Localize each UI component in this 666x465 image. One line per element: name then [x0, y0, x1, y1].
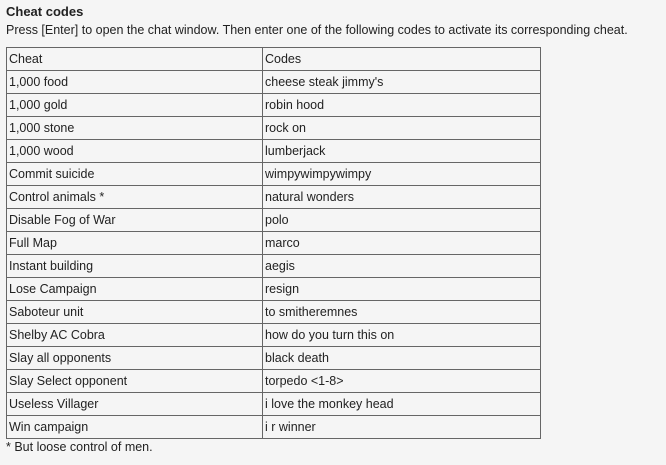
table-row — [7, 94, 541, 117]
cheat-code-cell: how do you turn this on — [263, 324, 541, 347]
cheat-name-cell: Disable Fog of War — [7, 209, 263, 232]
table-row — [7, 140, 541, 163]
cheat-code-cell: i r winner — [263, 416, 541, 439]
cheat-code-cell: lumberjack — [263, 140, 541, 163]
table-header-row — [7, 48, 541, 71]
cheat-name-cell: Useless Villager — [7, 393, 263, 416]
cheat-code-cell: polo — [263, 209, 541, 232]
cheat-name-cell: Lose Campaign — [7, 278, 263, 301]
cheat-name-cell: Control animals * — [7, 186, 263, 209]
cheat-name-cell: 1,000 stone — [7, 117, 263, 140]
cheat-name-cell: 1,000 gold — [7, 94, 263, 117]
table-row — [7, 163, 541, 186]
table-row — [7, 301, 541, 324]
cheat-name-cell: Full Map — [7, 232, 263, 255]
section-heading: Cheat codes — [6, 4, 84, 19]
cheat-name-cell: 1,000 wood — [7, 140, 263, 163]
cheat-code-cell: marco — [263, 232, 541, 255]
table-row — [7, 324, 541, 347]
cheat-codes-section — [6, 3, 662, 455]
cheat-name-cell: Slay Select opponent — [7, 370, 263, 393]
table-row — [7, 186, 541, 209]
cheat-codes-table — [6, 47, 541, 439]
cheat-code-cell: to smitheremnes — [263, 301, 541, 324]
cheat-name-cell: Slay all opponents — [7, 347, 263, 370]
cheat-code-cell: torpedo <1-8> — [263, 370, 541, 393]
cheat-code-cell: natural wonders — [263, 186, 541, 209]
table-row — [7, 255, 541, 278]
table-row — [7, 209, 541, 232]
cheat-code-cell: black death — [263, 347, 541, 370]
cheat-code-cell: i love the monkey head — [263, 393, 541, 416]
cheat-code-cell: aegis — [263, 255, 541, 278]
intro-text: Press [Enter] to open the chat window. Then enter one of the following codes to activate its corresponding cheat. — [6, 23, 628, 37]
table-row — [7, 117, 541, 140]
cheat-name-cell: Shelby AC Cobra — [7, 324, 263, 347]
table-row — [7, 416, 541, 439]
table-row — [7, 347, 541, 370]
cheat-name-cell: 1,000 food — [7, 71, 263, 94]
cheat-name-cell: Win campaign — [7, 416, 263, 439]
cheat-code-cell: robin hood — [263, 94, 541, 117]
cheat-code-cell: cheese steak jimmy's — [263, 71, 541, 94]
cheat-code-cell: rock on — [263, 117, 541, 140]
cheat-name-cell: Saboteur unit — [7, 301, 263, 324]
table-row — [7, 71, 541, 94]
column-header-codes: Codes — [263, 48, 541, 71]
footnote: * But loose control of men. — [6, 440, 153, 454]
cheat-name-cell: Instant building — [7, 255, 263, 278]
cheat-code-cell: wimpywimpywimpy — [263, 163, 541, 186]
cheat-name-cell: Commit suicide — [7, 163, 263, 186]
table-row — [7, 393, 541, 416]
table-body — [7, 71, 541, 439]
table-row — [7, 278, 541, 301]
table-row — [7, 232, 541, 255]
table-row — [7, 370, 541, 393]
cheat-code-cell: resign — [263, 278, 541, 301]
column-header-cheat: Cheat — [7, 48, 263, 71]
